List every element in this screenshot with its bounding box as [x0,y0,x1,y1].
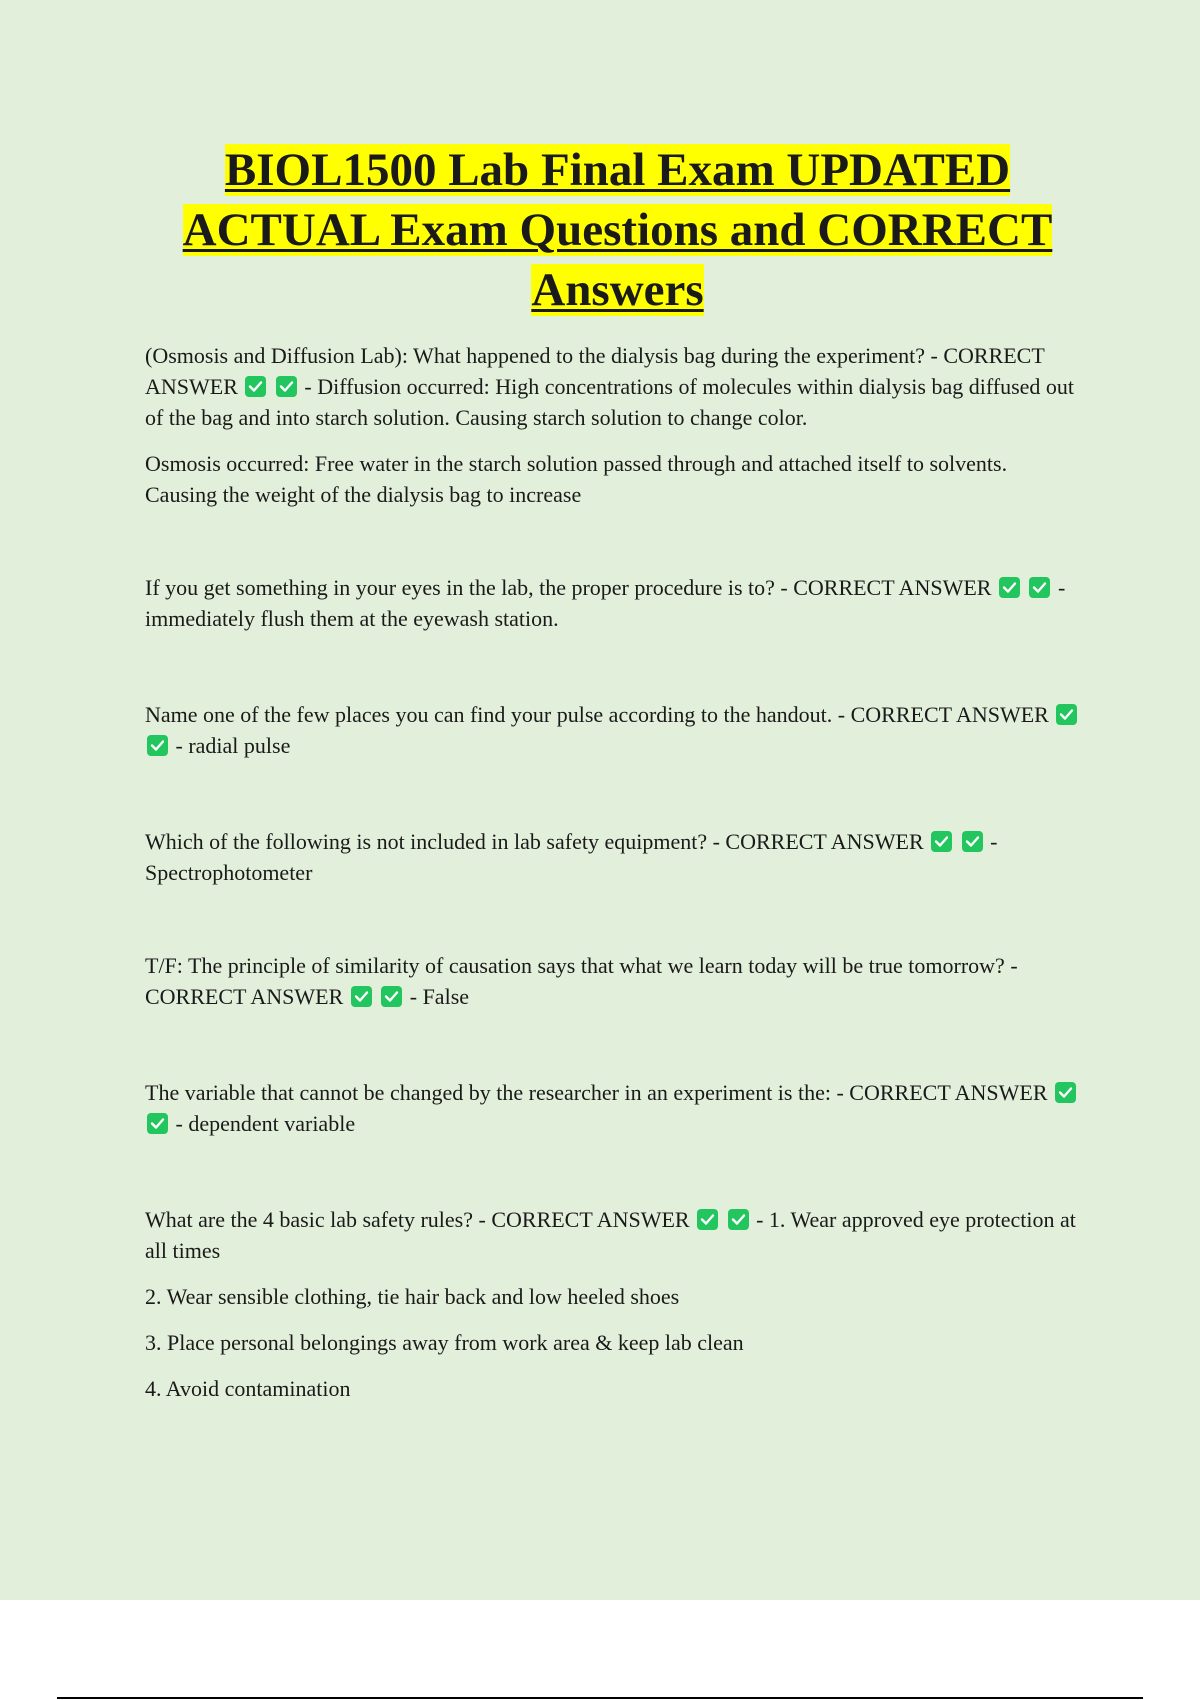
answer-text: - immediately flush them at the eyewash station. [145,575,1066,631]
qa-question [145,1204,1080,1266]
check-box-icon [147,735,168,756]
answer-text: - 1. Wear approved eye protection at all times [145,1207,1076,1263]
answer-text: - Diffusion occurred: High concentrations of molecules within dialysis bag diffused out of the bag and into starch solution. Causing starch solution to change color. [145,374,1075,430]
qa-question [145,950,1080,1012]
answer-continuation: 4. Avoid contamination [145,1376,351,1401]
qa-item [145,950,1080,1012]
title-line-2: ACTUAL Exam Questions and CORRECT [182,204,1053,256]
document-title [120,140,1115,320]
answer-continuation: 3. Place personal belongings away from work area & keep lab clean [145,1330,744,1355]
check-box-icon [1056,704,1077,725]
check-box-icon [1055,1082,1076,1103]
question-text: What are the 4 basic lab safety rules? - CORRECT ANSWER [145,1207,690,1232]
qa-item [145,826,1080,888]
check-box-icon [1029,577,1050,598]
check-box-icon [999,577,1020,598]
qa-item [145,1204,1080,1404]
qa-question [145,826,1080,888]
check-box-icon [276,376,297,397]
question-text: Which of the following is not included in lab safety equipment? - CORRECT ANSWER [145,829,924,854]
check-box-icon [381,986,402,1007]
answer-continuation: 2. Wear sensible clothing, tie hair back and low heeled shoes [145,1284,680,1309]
qa-question [145,1077,1080,1139]
question-text: Name one of the few places you can find your pulse according to the handout. - CORRECT ANSWER [145,702,1049,727]
qa-question [145,699,1080,761]
qa-question [145,340,1080,433]
check-box-icon [351,986,372,1007]
qa-list [145,340,1080,1419]
check-box-icon [931,831,952,852]
check-box-icon [147,1113,168,1134]
answer-text: - False [409,984,470,1009]
question-text: If you get something in your eyes in the lab, the proper procedure is to? - CORRECT ANSWER [145,575,992,600]
qa-item [145,1077,1080,1139]
answer-text: - radial pulse [175,733,291,758]
question-text: T/F: The principle of similarity of causation says that what we learn today will be true tomorrow? - CORRECT ANSWER [145,953,1018,1009]
answer-continuation: Osmosis occurred: Free water in the starch solution passed through and attached itself to solvents. Causing the weight of the dialysis bag to increase [145,451,1008,507]
check-box-icon [697,1209,718,1230]
footer-divider [57,1697,1143,1699]
qa-question [145,572,1080,634]
question-text: (Osmosis and Diffusion Lab): What happened to the dialysis bag during the experiment? - CORRECT ANSWER [145,343,1045,399]
qa-item [145,572,1080,634]
check-box-icon [245,376,266,397]
qa-item [145,699,1080,761]
title-line-1: BIOL1500 Lab Final Exam UPDATED [224,144,1011,196]
qa-item [145,340,1080,510]
question-text: The variable that cannot be changed by the researcher in an experiment is the: - CORRECT ANSWER [145,1080,1048,1105]
check-box-icon [728,1209,749,1230]
answer-text: - dependent variable [175,1111,356,1136]
title-line-3: Answers [531,264,704,316]
answer-text: - Spectrophotometer [145,829,998,885]
check-box-icon [962,831,983,852]
